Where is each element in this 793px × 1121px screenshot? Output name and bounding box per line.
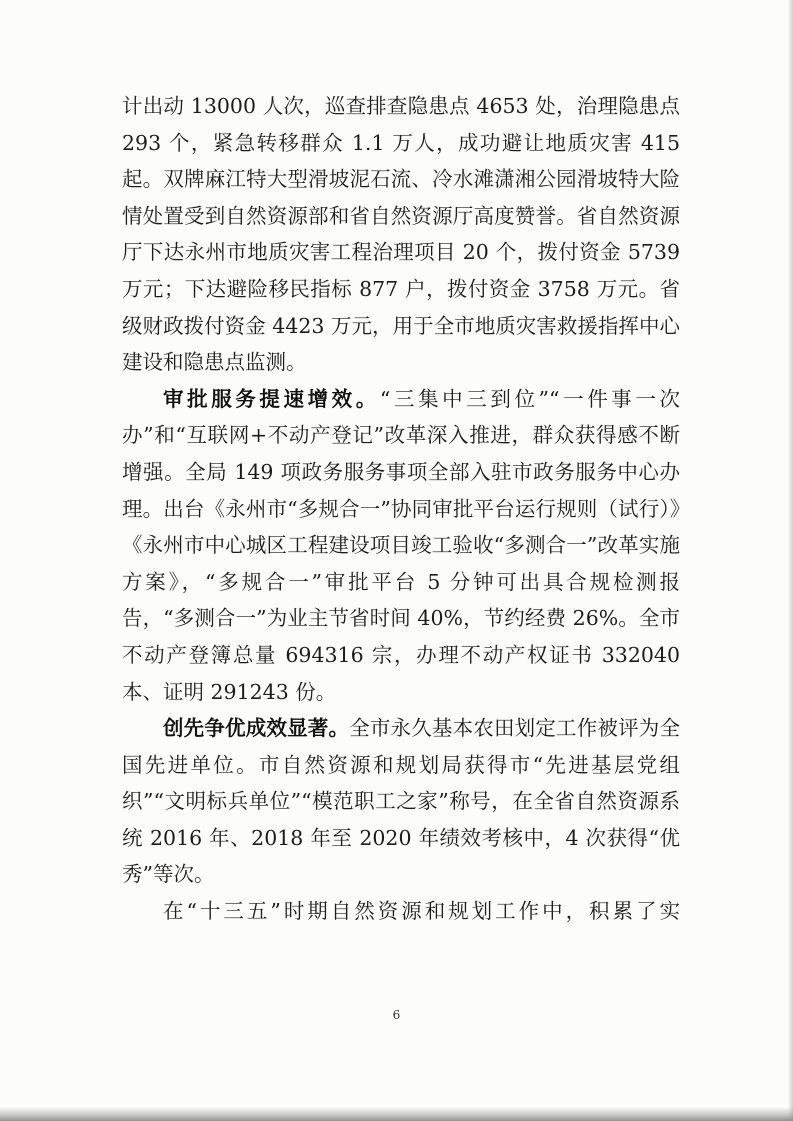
paragraph-text: 在“十三五”时期自然资源和规划工作中，积累了实 <box>163 899 680 924</box>
paragraph-lead-heading: 创先争优成效显著。 <box>163 716 350 741</box>
body-text <box>122 88 680 930</box>
paragraph-text: “三集中三到位”“一件事一次办”和“互联网+不动产登记”改革深入推进，群众获得感不断增强。全局 149 项政务服务事项全部入驻市政务服务中心办理。出台《永州市“多规合一”协同审批平台运行规则（试行）》《永州市中心城区工程建设项目竣工验收“多测合一”改革实施方案》，“多规合一”审批平台 5 分钟可出具合规检测报告，“多测合一”为业主节省时间 40%，节约经费 26%。全市不动产登簿总量 694316 宗，办理不动产权证书 332040 本、证明 291243 份。 <box>122 386 681 704</box>
paragraph-text: 计出动 13000 人次，巡查排查隐患点 4653 处，治理隐患点 293 个，紧急转移群众 1.1 万人，成功避让地质灾害 415 起。双牌麻江特大型滑坡泥石流、冷水滩潇湘公园滑坡特大险情处置受到自然资源部和省自然资源厅高度赞誉。省自然资源厅下达永州市地质灾害工程治理项目 20 个，拨付资金 5739 万元；下达避险移民指标 877 户，拨付资金 3758 万元。省级财政拨付资金 4423 万元，用于全市地质灾害救援指挥中心建设和隐患点监测。 <box>122 94 680 375</box>
paragraph-excellence-results <box>122 710 680 893</box>
paragraph-thirteenth-plan <box>122 893 680 930</box>
paragraph-approval-services <box>122 381 680 710</box>
paragraph-lead-heading: 审批服务提速增效。 <box>163 386 380 411</box>
paragraph-text: 全市永久基本农田划定工作被评为全国先进单位。市自然资源和规划局获得市“先进基层党组织”“文明标兵单位”“模范职工之家”称号，在全省自然资源系统 2016 年、2018 年至 2020 年绩效考核中，4 次获得“优秀”等次。 <box>122 716 680 887</box>
scan-edge-shadow-right <box>788 0 793 1121</box>
page-number: 6 <box>392 1008 401 1022</box>
paragraph-geohazard-continuation <box>122 88 680 381</box>
scan-edge-shadow-bottom <box>0 1107 793 1121</box>
